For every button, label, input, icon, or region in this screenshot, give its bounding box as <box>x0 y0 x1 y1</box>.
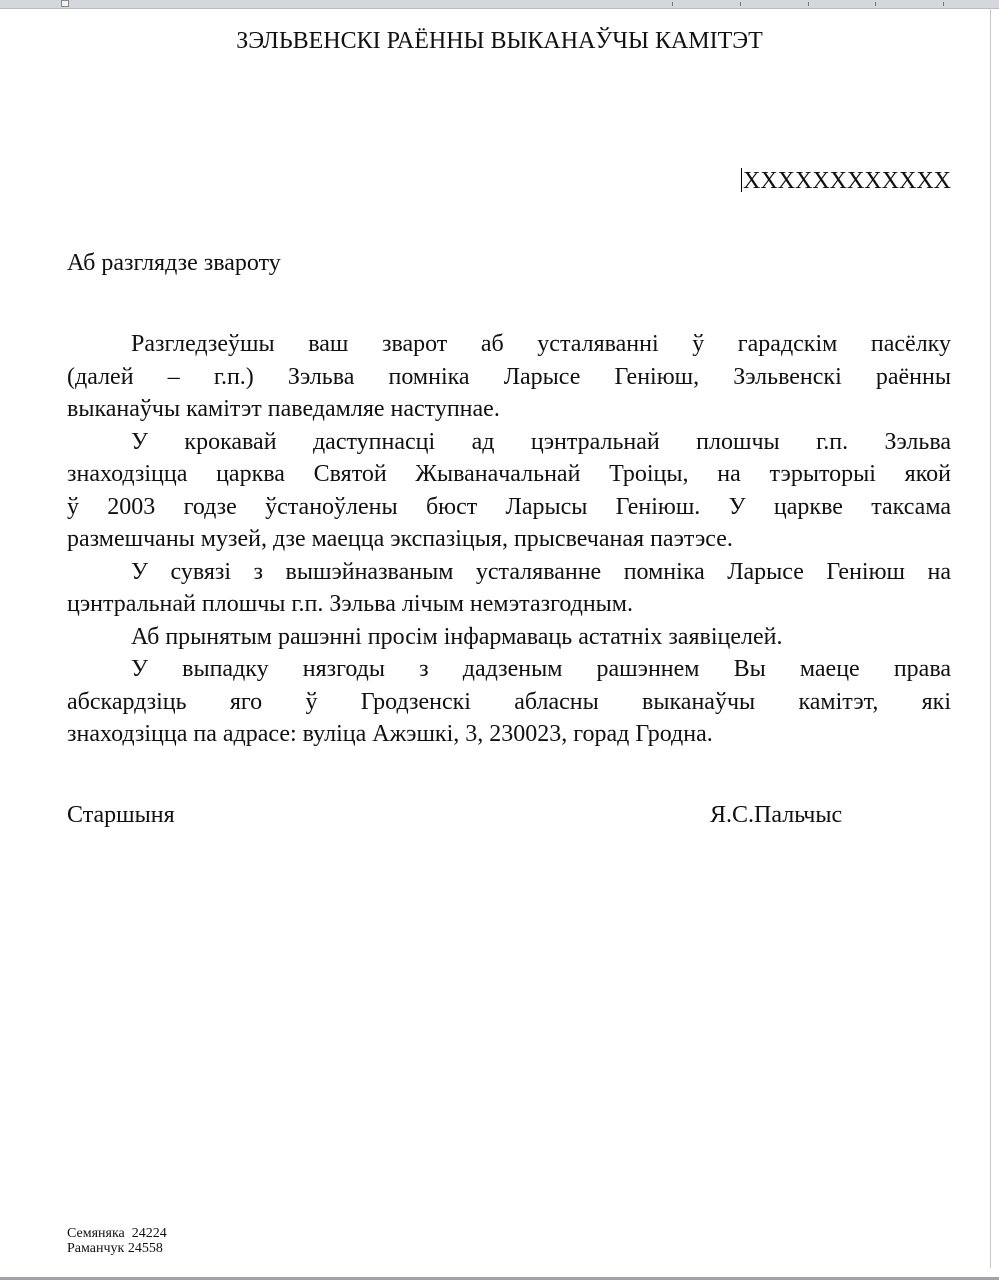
paragraph-line: знаходзіцца царква Святой Жыванaчальнай Троіцы, на тэрыторыі якой <box>67 461 951 487</box>
paragraph-line: У сувязі з вышэйназваным усталяванне помніка Ларысе Геніюш на <box>131 558 951 585</box>
paragraph-line: Аб прынятым рашэнні просім інфармаваць астатніх заявіцелей. <box>131 623 783 650</box>
signature-name: Я.С.Пальчыс <box>710 802 843 828</box>
ruler-tick <box>875 2 876 6</box>
paragraph-line: выканаўчы камітэт паведамляе наступнае. <box>67 396 500 422</box>
page-edge <box>990 8 991 1268</box>
signature-position: Старшыня <box>67 802 175 828</box>
ruler-tick <box>672 2 673 6</box>
ruler-tick <box>740 2 741 6</box>
paragraph-line: У крокавай дaступнасці ад цэнтральнай плошчы г.п. Зэльва <box>131 428 951 455</box>
subject: Аб разглядзе звароту <box>67 250 281 276</box>
executor-line: Раманчук 24558 <box>67 1241 163 1256</box>
executor-line: Семяняка 24224 <box>67 1226 167 1241</box>
ruler[interactable] <box>0 0 999 9</box>
ruler-tick <box>808 2 809 6</box>
ruler-tick <box>943 2 944 6</box>
document-title: ЗЭЛЬВЕНСКІ РАЁННЫ ВЫКАНАЎЧЫ КАМІТЭТ <box>236 28 763 54</box>
indent-marker[interactable] <box>61 0 69 7</box>
paragraph-line: (далей – г.п.) Зэльва помніка Ларысе Геніюш, Зэльвенскі раённы <box>67 363 951 390</box>
letter-body[interactable] <box>67 328 951 751</box>
paragraph-line: знаходзіцца па адрасе: вуліца Ажэшкі, 3, 230023, горад Гродна. <box>67 721 713 747</box>
paragraph-line: абскардзіць яго ў Гродзенскі абласны выканаўчы камітэт, які <box>67 688 951 715</box>
text-cursor <box>741 168 742 192</box>
paragraph-line: размешчаны музей, дзе маецца экспазіцыя, прысвечаная паэтэсе. <box>67 526 733 552</box>
addressee-text[interactable]: ХХХХХХХХХХХХ <box>743 168 951 194</box>
paragraph-line: ў 2003 годзе ўстаноўлены бюст Ларысы Геніюш. У царкве таксама <box>67 493 951 520</box>
paragraph-line: У выпадку нязгоды з дадзеным рашэннем Вы маеце права <box>131 656 951 682</box>
addressee[interactable] <box>741 168 951 195</box>
paragraph-line: Разгледзеўшы ваш зварот аб усталяванні ў гарадскім пасёлку <box>131 331 951 357</box>
executors <box>67 1226 167 1256</box>
paragraph-line: цэнтральнай плошчы г.п. Зэльва лічым немэтазгодным. <box>67 591 633 617</box>
